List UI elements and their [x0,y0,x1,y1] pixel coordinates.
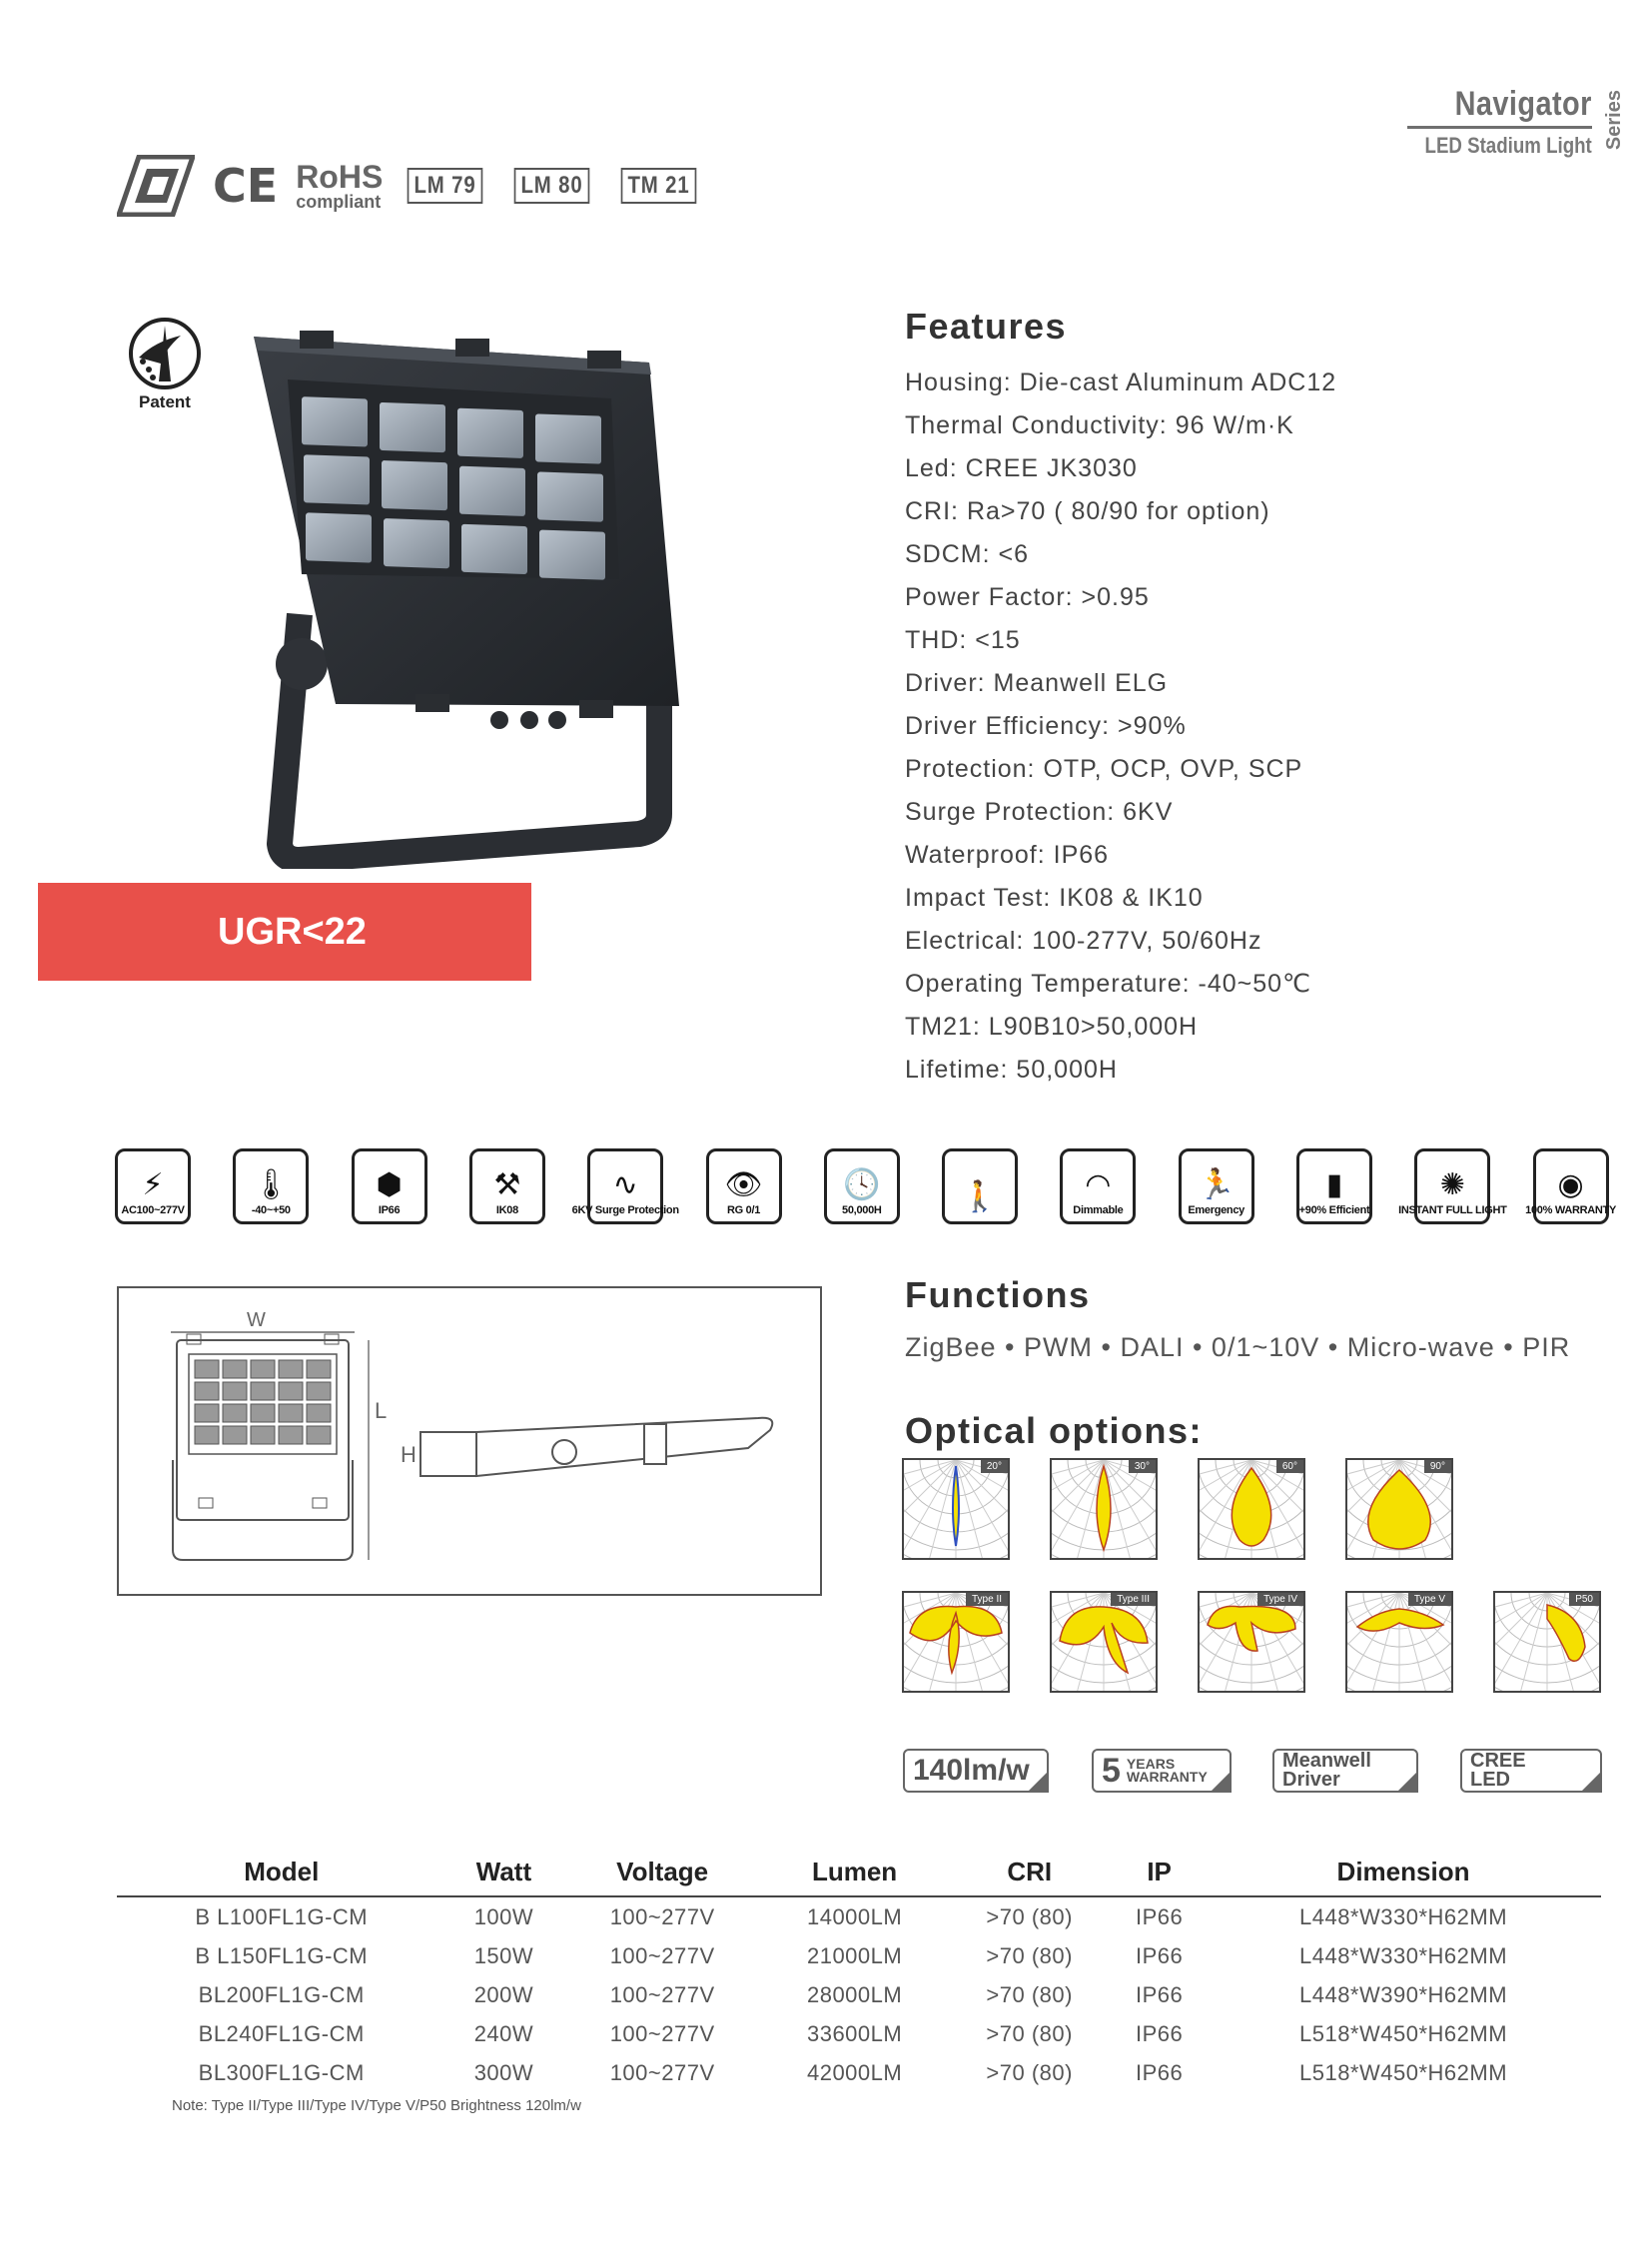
optic-angle-label: 90° [1424,1460,1451,1473]
badge-corner-icon [1580,1771,1602,1793]
table-cell: 300W [473,2059,534,2085]
features-list [905,362,1336,1092]
warranty-icon: ◉ [1557,1167,1584,1202]
table-cell: B L100FL1G-CM [195,1903,369,1929]
spec-icon-caption: IP66 [378,1204,401,1216]
battery-icon: ▮ [1325,1167,1343,1202]
badge-sub-text: YEARS WARRANTY [1126,1755,1208,1785]
table-cell: L518*W450*H62MM [1298,2020,1508,2046]
optic-angle-label: Type V [1408,1593,1451,1606]
brand-series: Series [1603,90,1625,151]
hammer-icon: ⚒ [493,1167,521,1202]
patent-mark [124,318,206,412]
optic-distribution [1050,1458,1158,1560]
spec-icon-tile [824,1148,900,1224]
table-cell: 42000LM [806,2059,903,2085]
badge-corner-icon [1396,1771,1418,1793]
instant-light-icon: ✺ [1439,1167,1465,1202]
table-cell: 28000LM [806,1981,903,2007]
ugr-banner: UGR<22 [38,883,531,981]
badge-sub-text: Driver [1282,1769,1340,1791]
optic-distribution [1050,1591,1158,1693]
table-header-cell: Lumen [763,1848,946,1896]
brand-subtitle: LED Stadium Light [1424,133,1592,158]
optic-angle-label: Type III [1111,1593,1156,1606]
patent-label: Patent [139,392,191,411]
badge-main-text: 5 [1102,1751,1121,1790]
table-cell: 14000LM [806,1903,903,1929]
lm80-badge: LM 80 [514,168,590,204]
spec-icon-caption: IK08 [495,1204,518,1216]
ce-mark: CE [213,159,279,213]
optic-distribution [1345,1458,1453,1560]
feature-item: CRI: Ra>70 ( 80/90 for option) [905,497,1270,525]
table-cell: IP66 [1135,1981,1184,2007]
functions-title: Functions [905,1274,1091,1315]
table-cell: 21000LM [806,1942,903,1968]
feature-item: Housing: Die-cast Aluminum ADC12 [905,369,1337,396]
spec-icon-tile [1179,1148,1254,1224]
spec-icon-tile [1398,1148,1507,1224]
spec-icon-tile [1296,1148,1372,1224]
feature-item: Electrical: 100-277V, 50/60Hz [905,927,1262,955]
motion-sensor-icon: 🚶 [961,1179,999,1214]
table-cell: 100~277V [609,2020,715,2046]
table-row [117,1896,1601,1936]
spec-icon-caption: Dimmable [1073,1204,1124,1216]
tm21-badge: TM 21 [621,168,697,204]
feature-badge [1460,1749,1602,1793]
table-cell: 100W [473,1903,534,1929]
table-cell: L448*W330*H62MM [1298,1942,1508,1968]
feature-item: Power Factor: >0.95 [905,583,1150,611]
feature-item: Led: CREE JK3030 [905,454,1138,482]
spec-icon-caption: -40~+50 [251,1204,291,1216]
table-body [117,1896,1601,2092]
brand-title: Navigator [1454,85,1592,123]
table-cell: BL240FL1G-CM [198,2020,365,2046]
feature-item: Operating Temperature: -40~50℃ [905,970,1312,998]
feature-item: TM21: L90B10>50,000H [905,1013,1199,1041]
table-cell: BL200FL1G-CM [198,1981,365,2007]
optic-angle-label: 60° [1276,1460,1303,1473]
optic-distribution [902,1591,1010,1693]
table-row [117,1975,1601,2014]
table-cell: IP66 [1135,1942,1184,1968]
feature-item: Waterproof: IP66 [905,841,1110,869]
floodlight-product-image [240,325,719,869]
table-cell: L518*W450*H62MM [1298,2059,1508,2085]
dimension-l-label: L [375,1398,388,1423]
table-header-row [117,1848,1601,1896]
spec-icon-tile [352,1148,427,1224]
table-cell: 200W [473,1981,534,2007]
table-header-cell: Voltage [561,1848,763,1896]
table-cell: BL300FL1G-CM [198,2059,365,2085]
spec-icon-caption: 100% WARRANTY [1525,1204,1617,1216]
certification-row [117,155,703,217]
feature-item: Surge Protection: 6KV [905,798,1174,826]
optic-distribution [1345,1591,1453,1693]
table-cell: 33600LM [806,2020,903,2046]
table-cell: 100~277V [609,2059,715,2085]
optic-angle-label: P50 [1569,1593,1599,1606]
feature-item: Driver Efficiency: >90% [905,712,1187,740]
lightning-icon: ⚡ [142,1167,164,1202]
clock-icon: 🕓 [843,1167,881,1202]
optic-angle-label: Type IV [1257,1593,1303,1606]
spec-icon-caption: 6KV Surge Protection [571,1204,679,1216]
emergency-exit-icon: 🏃 [1198,1167,1236,1202]
table-cell: 150W [473,1942,534,1968]
model-table [117,1848,1601,2092]
spec-icon-tile [233,1148,309,1224]
table-row [117,2014,1601,2053]
table-header-cell: Watt [445,1848,561,1896]
table-header-cell: Model [117,1848,445,1896]
optic-angle-label: Type II [966,1593,1008,1606]
table-cell: >70 (80) [986,2059,1073,2085]
badge-corner-icon [1210,1771,1232,1793]
rohs-mark [296,161,383,211]
optic-distribution [1493,1591,1601,1693]
table-header-cell: IP [1113,1848,1206,1896]
feature-item: SDCM: <6 [905,540,1030,568]
spec-icon-tile [1060,1148,1136,1224]
table-cell: IP66 [1135,2059,1184,2085]
spec-icon-tile [706,1148,782,1224]
dimmable-icon: ◠ [1085,1167,1112,1202]
ip66-icon: ⬢ [376,1167,403,1202]
spec-icon-tile [942,1148,1018,1224]
feature-item: Protection: OTP, OCP, OVP, SCP [905,755,1303,783]
dimension-h-label: H [401,1442,416,1467]
spec-icon-caption: Emergency [1188,1204,1244,1216]
table-cell: >70 (80) [986,1942,1073,1968]
optic-distribution [1198,1591,1305,1693]
optic-angle-label: 20° [981,1460,1008,1473]
table-cell: IP66 [1135,2020,1184,2046]
feature-badge [1092,1749,1232,1793]
table-cell: 100~277V [609,1903,715,1929]
feature-item: Lifetime: 50,000H [905,1056,1118,1084]
rohs-sub-label: compliant [296,192,382,212]
spec-icon-caption: INSTANT FULL LIGHT [1398,1204,1507,1216]
table-row [117,2053,1601,2092]
table-cell: IP66 [1135,1903,1184,1929]
eye-icon: 👁 [724,1167,763,1202]
patent-icon [125,318,205,389]
lm79-badge: LM 79 [408,168,483,204]
rohs-label: RoHS [296,159,384,195]
spec-icon-tile [1525,1148,1617,1224]
badge-main-text: Meanwell [1282,1750,1371,1772]
optical-options-title: Optical options: [905,1410,1203,1451]
spec-icon-caption: 50,000H [842,1204,882,1216]
dimension-drawing-svg [119,1288,820,1594]
brightness-note: Note: Type II/Type III/Type IV/Type V/P50 Brightness 120lm/w [172,2097,581,2114]
spec-icon-tile [115,1148,191,1224]
spec-icon-caption: +90% Efficient [1298,1204,1370,1216]
brand-underline [1407,126,1592,129]
table-cell: >70 (80) [986,1981,1073,2007]
spec-icon-caption: RG 0/1 [726,1204,761,1216]
spec-icon-row [115,1148,1617,1226]
spec-icon-tile [469,1148,545,1224]
dimension-w-label: W [247,1309,266,1331]
table-cell: 100~277V [609,1981,715,2007]
features-title: Features [905,306,1068,347]
table-cell: L448*W390*H62MM [1298,1981,1508,2007]
table-header-cell: Dimension [1206,1848,1601,1896]
optic-distribution [1198,1458,1305,1560]
spec-icon-tile [571,1148,679,1224]
surge-icon: ∿ [612,1167,638,1202]
feature-badge [903,1749,1049,1793]
feature-item: THD: <15 [905,626,1021,654]
table-header-cell: CRI [946,1848,1113,1896]
feature-item: Thermal Conductivity: 96 W/m·K [905,411,1294,439]
badge-sub-text: LED [1470,1769,1510,1791]
badge-main-text: 140lm/w [913,1753,1030,1787]
table-cell: L448*W330*H62MM [1298,1903,1508,1929]
table-cell: 240W [473,2020,534,2046]
feature-item: Driver: Meanwell ELG [905,669,1169,697]
dimension-drawing [117,1286,822,1596]
optic-angle-label: 30° [1129,1460,1156,1473]
feature-badge [1272,1749,1418,1793]
table-cell: B L150FL1G-CM [195,1942,369,1968]
table-cell: 100~277V [609,1942,715,1968]
badge-corner-icon [1027,1771,1049,1793]
enec-logo-icon [117,155,195,217]
optic-distribution [902,1458,1010,1560]
table-cell: >70 (80) [986,1903,1073,1929]
brand-block [1395,85,1625,159]
functions-list: ZigBee • PWM • DALI • 0/1~10V • Micro-wave • PIR [905,1332,1571,1362]
feature-item: Impact Test: IK08 & IK10 [905,884,1204,912]
thermometer-icon: 🌡 [252,1167,291,1202]
table-cell: >70 (80) [986,2020,1073,2046]
table-row [117,1936,1601,1975]
spec-icon-caption: AC100~277V [121,1204,185,1216]
badge-main-text: CREE [1470,1750,1526,1772]
